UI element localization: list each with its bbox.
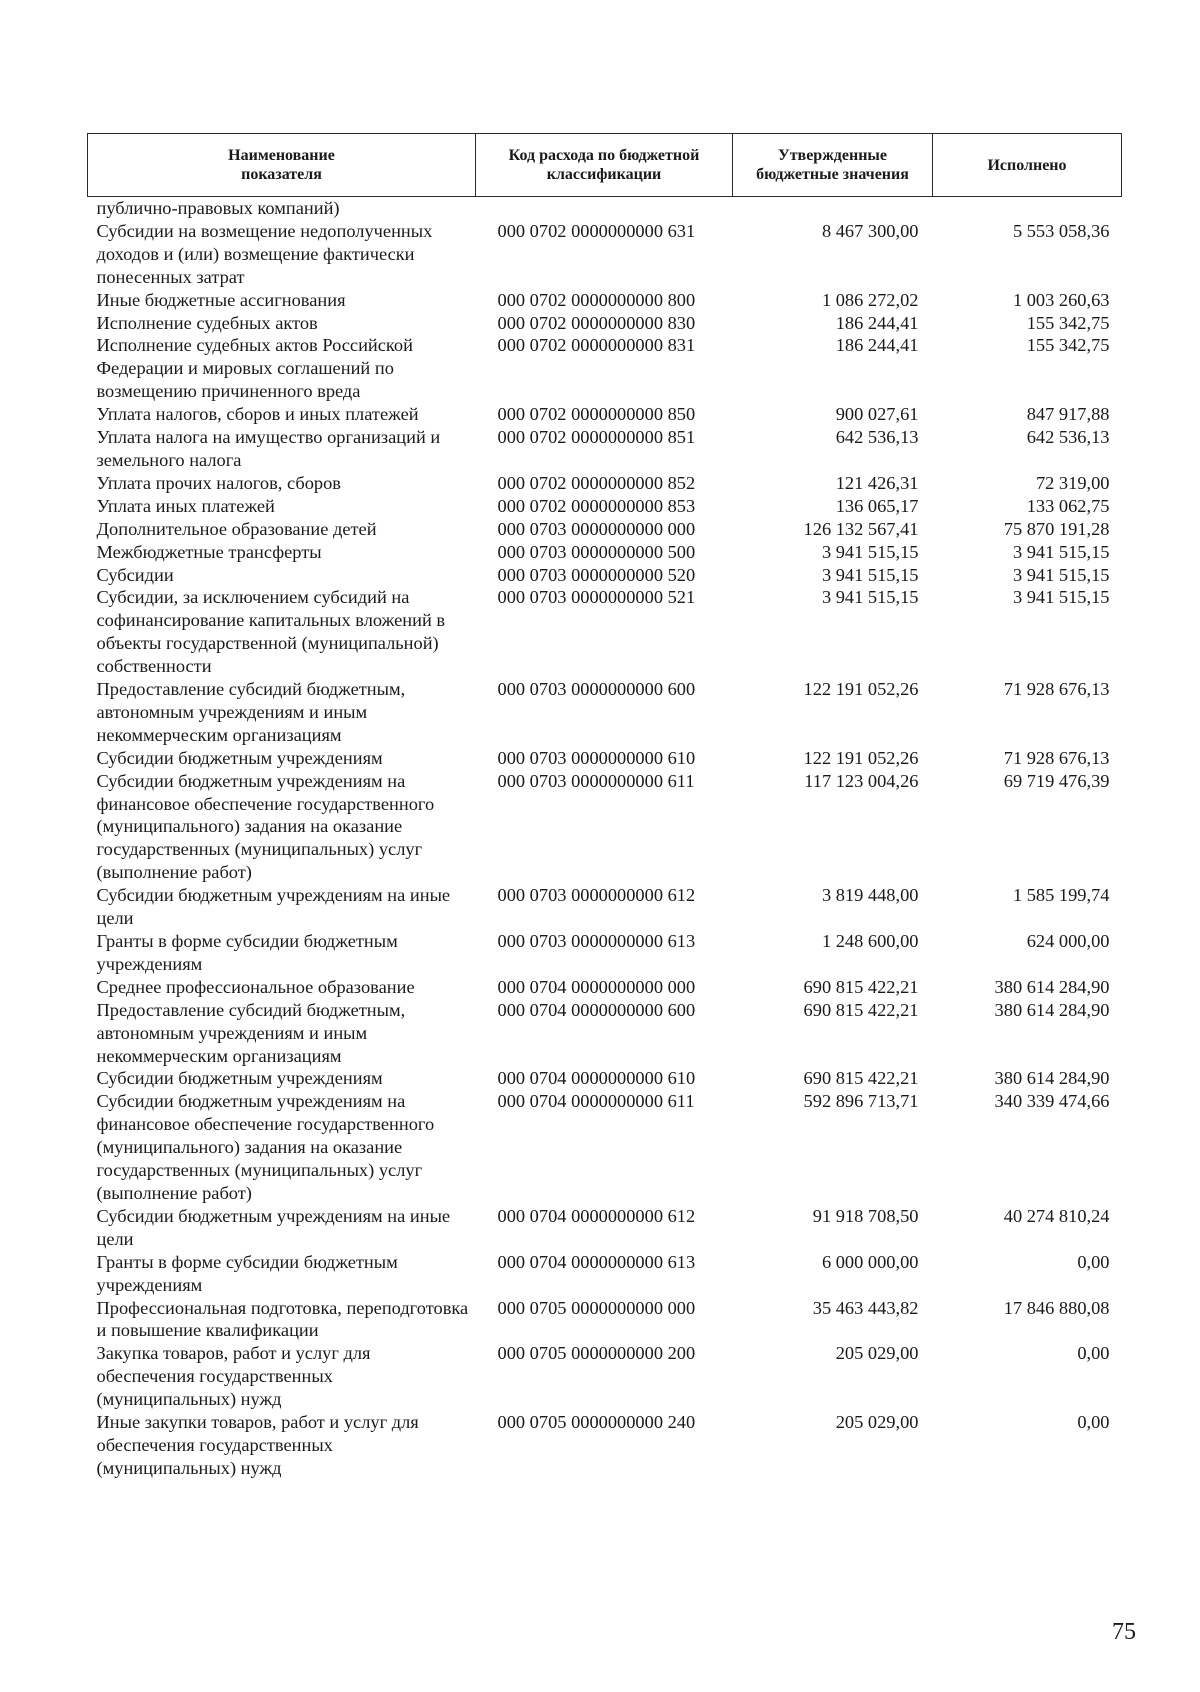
- row-executed-cell: 340 339 474,66: [994, 1091, 1110, 1112]
- row-code-cell: 000 0702 0000000000 850: [497, 404, 696, 425]
- table-row: [88, 495, 1122, 518]
- row-approved-cell: 6 000 000,00: [821, 1251, 919, 1272]
- table-row: [88, 930, 1122, 976]
- row-approved-cell: 8 467 300,00: [821, 220, 919, 241]
- header-executed-label: Исполнено: [987, 156, 1067, 174]
- row-executed-cell: 624 000,00: [1026, 931, 1110, 951]
- row-executed-cell: 75 870 191,28: [1003, 518, 1110, 539]
- row-approved-cell: 642 536,13: [835, 427, 919, 448]
- header-name: [88, 134, 476, 197]
- row-code-cell: 000 0703 0000000000 611: [497, 770, 695, 791]
- row-approved-cell: 3 941 515,15: [821, 587, 919, 608]
- row-code-cell: 000 0703 0000000000 610: [497, 747, 696, 768]
- row-code-cell: 000 0703 0000000000 613: [497, 931, 696, 951]
- row-code-cell: 000 0704 0000000000 600: [497, 999, 696, 1020]
- header-approved-line2: бюджетные значения: [756, 166, 909, 183]
- row-executed-cell: 3 941 515,15: [1012, 587, 1110, 608]
- header-code: [476, 134, 733, 197]
- table-row: [88, 541, 1122, 564]
- row-name-cell: Иные закупки товаров, работ и услуг для обеспечения государственных (муниципальных) нужд: [96, 1412, 419, 1478]
- table-row: [88, 1297, 1122, 1343]
- row-executed-cell: 380 614 284,90: [994, 999, 1110, 1020]
- row-name-cell: Дополнительное образование детей: [96, 518, 377, 539]
- table-row: [88, 999, 1122, 1068]
- row-executed-cell: 0,00: [1077, 1251, 1110, 1272]
- table-row: [88, 1411, 1122, 1480]
- row-name-cell: Уплата иных платежей: [96, 495, 275, 516]
- row-name-cell: Уплата налогов, сборов и иных платежей: [96, 404, 419, 425]
- table-row: [88, 586, 1122, 678]
- row-name-cell: Уплата налога на имущество организаций и земельного налога: [96, 427, 441, 470]
- table-row: [88, 220, 1122, 289]
- table-row: [88, 426, 1122, 472]
- row-executed-cell: 40 274 810,24: [1003, 1205, 1110, 1226]
- table-row: [88, 1090, 1122, 1205]
- row-code-cell: 000 0705 0000000000 000: [497, 1297, 696, 1318]
- row-approved-cell: 3 819 448,00: [821, 885, 919, 906]
- table-row: [88, 678, 1122, 747]
- row-name-cell: Межбюджетные трансферты: [96, 541, 322, 562]
- row-code-cell: 000 0705 0000000000 240: [497, 1412, 696, 1433]
- table-row: [88, 1067, 1122, 1090]
- row-approved-cell: 690 815 422,21: [803, 976, 919, 997]
- row-approved-cell: 122 191 052,26: [803, 747, 919, 768]
- row-code-cell: 000 0702 0000000000 851: [497, 427, 696, 448]
- budget-table: [87, 133, 1122, 1480]
- row-executed-cell: 847 917,88: [1026, 404, 1110, 425]
- row-name-cell: Уплата прочих налогов, сборов: [96, 472, 341, 493]
- row-name-cell: Субсидии бюджетным учреждениям на иные цели: [96, 1205, 451, 1249]
- table-row: [88, 1205, 1122, 1251]
- row-approved-cell: 117 123 004,26: [804, 770, 919, 791]
- table-row: [88, 403, 1122, 426]
- row-name-cell: Субсидии бюджетным учреждениям на финансовое обеспечение государственного (муниципального) задания на оказание государственных (муниципальных) услуг (выполнение работ): [96, 770, 435, 883]
- row-executed-cell: 133 062,75: [1026, 495, 1110, 516]
- row-executed-cell: 380 614 284,90: [994, 1068, 1110, 1089]
- row-code-cell: 000 0702 0000000000 852: [497, 472, 696, 493]
- row-executed-cell: 0,00: [1077, 1343, 1110, 1364]
- row-code-cell: 000 0704 0000000000 612: [497, 1205, 696, 1226]
- table-row: [88, 472, 1122, 495]
- row-executed-cell: 3 941 515,15: [1012, 541, 1110, 562]
- row-code-cell: 000 0702 0000000000 853: [497, 495, 696, 516]
- row-name-cell: Среднее профессиональное образование: [96, 976, 415, 997]
- row-code-cell: 000 0704 0000000000 000: [497, 976, 696, 997]
- table-row: [88, 1251, 1122, 1297]
- header-name-line2: показателя: [241, 166, 322, 183]
- row-name-cell: Профессиональная подготовка, переподготовка и повышение квалификации: [96, 1297, 469, 1341]
- row-code-cell: 000 0702 0000000000 800: [497, 289, 696, 310]
- row-code-cell: 000 0704 0000000000 610: [497, 1068, 696, 1089]
- row-executed-cell: 380 614 284,90: [994, 976, 1110, 997]
- table-row: [88, 1342, 1122, 1411]
- header-approved-line1: Утвержденные: [777, 147, 888, 164]
- row-executed-cell: 71 928 676,13: [1003, 679, 1110, 700]
- row-approved-cell: 186 244,41: [835, 312, 919, 333]
- row-executed-cell: 17 846 880,08: [1003, 1297, 1110, 1318]
- row-executed-cell: 5 553 058,36: [1012, 220, 1110, 241]
- row-approved-cell: 186 244,41: [835, 335, 919, 356]
- page-number: 75: [1112, 1619, 1136, 1645]
- row-code-cell: 000 0702 0000000000 631: [497, 220, 696, 241]
- row-approved-cell: 690 815 422,21: [803, 1068, 919, 1089]
- row-approved-cell: 690 815 422,21: [803, 999, 919, 1020]
- row-approved-cell: 592 896 713,71: [803, 1091, 919, 1112]
- table-body: [88, 197, 1122, 1480]
- row-name-cell: Субсидии на возмещение недополученных доходов и (или) возмещение фактически понесенных затрат: [96, 220, 433, 287]
- row-name-cell: Гранты в форме субсидии бюджетным учреждениям: [96, 1251, 398, 1295]
- row-executed-cell: 155 342,75: [1026, 335, 1110, 356]
- row-approved-cell: 91 918 708,50: [812, 1205, 919, 1226]
- row-name-cell: Предоставление субсидий бюджетным, автономным учреждениям и иным некоммерческим организациям: [96, 999, 406, 1066]
- header-code-line1: Код расхода по бюджетной: [508, 147, 700, 164]
- row-code-cell: 000 0705 0000000000 200: [497, 1343, 696, 1364]
- row-name-cell: Гранты в форме субсидии бюджетным учреждениям: [96, 931, 398, 974]
- row-code-cell: 000 0704 0000000000 611: [497, 1091, 695, 1112]
- row-approved-cell: 1 248 600,00: [821, 931, 919, 951]
- row-name-cell: Исполнение судебных актов: [96, 312, 318, 333]
- row-code-cell: 000 0703 0000000000 521: [497, 587, 696, 608]
- table-row: [88, 518, 1122, 541]
- row-code-cell: 000 0702 0000000000 830: [497, 312, 696, 333]
- row-executed-cell: 1 003 260,63: [1012, 289, 1110, 310]
- row-executed-cell: 72 319,00: [1035, 472, 1110, 493]
- table-row: [88, 334, 1122, 403]
- header-name-line1: Наименование: [228, 147, 335, 164]
- row-approved-cell: [733, 197, 933, 220]
- table-row: [88, 747, 1122, 770]
- row-approved-cell: 136 065,17: [835, 495, 919, 516]
- row-code-cell: 000 0703 0000000000 500: [497, 541, 696, 562]
- row-approved-cell: 3 941 515,15: [821, 564, 919, 585]
- row-approved-cell: 900 027,61: [835, 404, 919, 425]
- row-name-cell: Субсидии бюджетным учреждениям: [96, 747, 383, 768]
- row-code-cell: 000 0703 0000000000 600: [497, 679, 696, 700]
- table-row: [88, 770, 1122, 885]
- row-name-cell: Субсидии: [96, 564, 174, 585]
- table-row: [88, 976, 1122, 999]
- row-executed-cell: 3 941 515,15: [1012, 564, 1110, 585]
- row-name-cell: Предоставление субсидий бюджетным, автономным учреждениям и иным некоммерческим организациям: [96, 679, 406, 745]
- row-executed-cell: 0,00: [1077, 1412, 1110, 1433]
- row-approved-cell: 3 941 515,15: [821, 541, 919, 562]
- row-executed-cell: 1 585 199,74: [1012, 885, 1110, 906]
- row-approved-cell: 126 132 567,41: [803, 518, 919, 539]
- row-approved-cell: 205 029,00: [835, 1343, 919, 1364]
- row-name-cell: публично-правовых компаний): [96, 198, 340, 218]
- row-code-cell: 000 0704 0000000000 613: [497, 1251, 696, 1272]
- row-name-cell: Иные бюджетные ассигнования: [96, 289, 346, 310]
- row-executed-cell: 71 928 676,13: [1003, 747, 1110, 768]
- row-approved-cell: 122 191 052,26: [803, 679, 919, 700]
- row-approved-cell: 121 426,31: [835, 472, 919, 493]
- row-code-cell: 000 0703 0000000000 612: [497, 885, 696, 906]
- row-approved-cell: 1 086 272,02: [821, 289, 919, 310]
- table-row: [88, 312, 1122, 335]
- row-name-cell: Субсидии бюджетным учреждениям: [96, 1068, 383, 1089]
- row-code-cell: 000 0702 0000000000 831: [497, 335, 696, 356]
- row-executed-cell: 69 719 476,39: [1003, 770, 1110, 791]
- row-code-cell: [476, 197, 733, 220]
- row-approved-cell: 35 463 443,82: [812, 1297, 919, 1318]
- table-row: [88, 564, 1122, 587]
- row-code-cell: 000 0703 0000000000 520: [497, 564, 696, 585]
- table-row: [88, 884, 1122, 930]
- header-executed: [933, 134, 1122, 197]
- table-row: [88, 289, 1122, 312]
- row-executed-cell: 155 342,75: [1026, 312, 1110, 333]
- header-code-line2: классификации: [546, 166, 662, 183]
- row-executed-cell: [933, 197, 1122, 220]
- header-approved: [733, 134, 933, 197]
- table-header: [88, 134, 1122, 197]
- row-name-cell: Исполнение судебных актов Российской Федерации и мировых соглашений по возмещению причиненного вреда: [96, 335, 413, 402]
- row-name-cell: Субсидии, за исключением субсидий на софинансирование капитальных вложений в объекты государственной (муниципальной) собственности: [96, 587, 446, 677]
- row-name-cell: Субсидии бюджетным учреждениям на финансовое обеспечение государственного (муниципального) задания на оказание государственных (муниципальных) услуг (выполнение работ): [96, 1091, 435, 1203]
- table-row: [88, 197, 1122, 220]
- row-approved-cell: 205 029,00: [835, 1412, 919, 1433]
- row-executed-cell: 642 536,13: [1026, 427, 1110, 448]
- row-name-cell: Субсидии бюджетным учреждениям на иные цели: [96, 885, 451, 929]
- row-code-cell: 000 0703 0000000000 000: [497, 518, 696, 539]
- row-name-cell: Закупка товаров, работ и услуг для обеспечения государственных (муниципальных) нужд: [96, 1343, 371, 1410]
